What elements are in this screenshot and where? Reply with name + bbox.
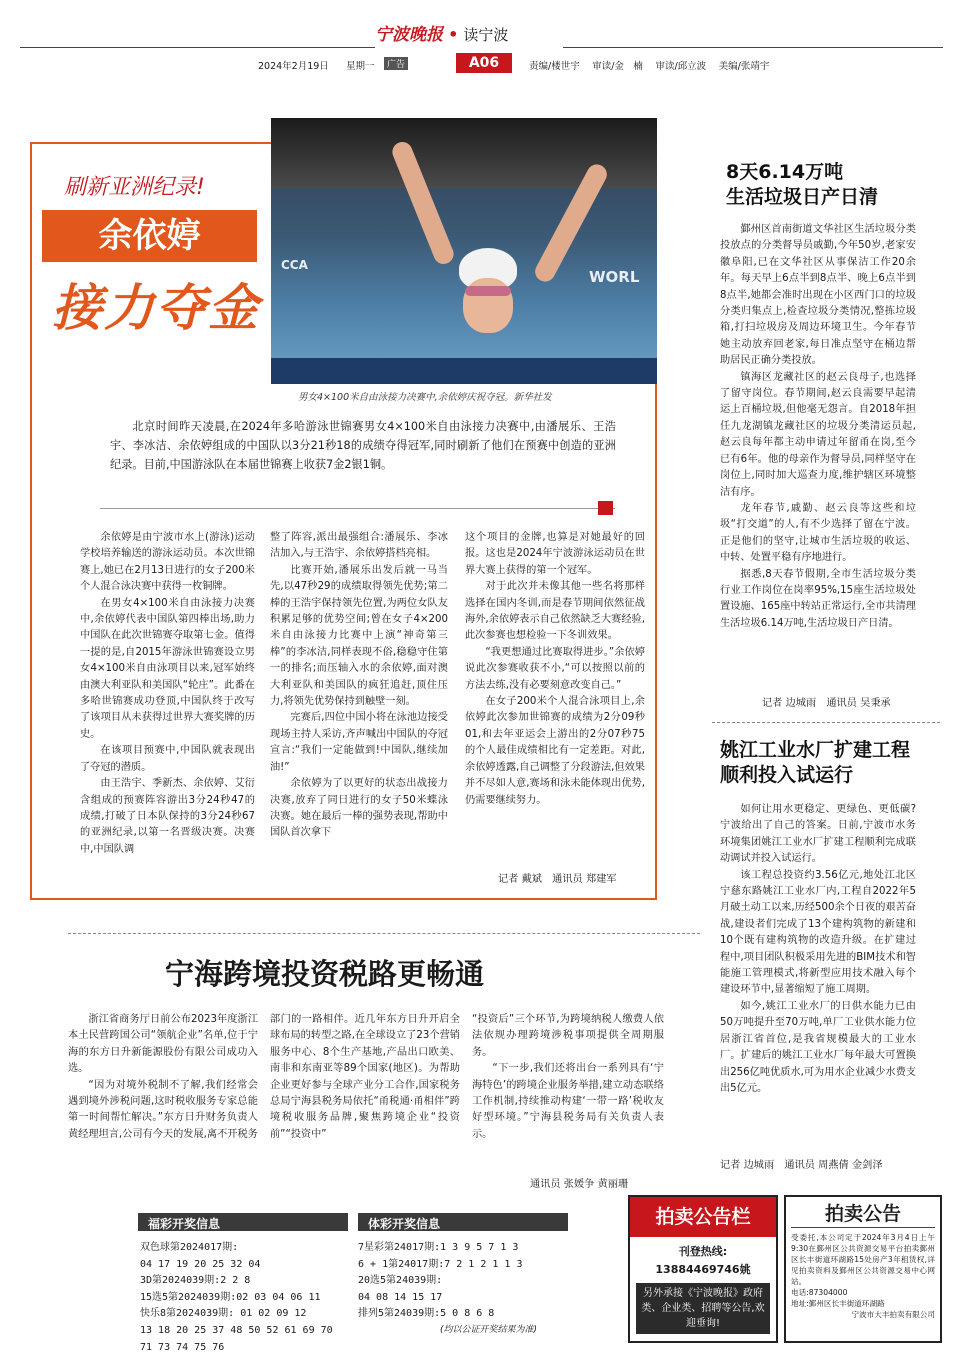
col1-para: 余依婷是由宁波市水上(游泳)运动学校培养输送的游泳运动员。本次世锦赛上,她已在2月13日进行的女子200米个人混合泳决赛中获得一枚铜牌。 — [80, 532, 255, 593]
photo-caption: 男女4×100米自由泳接力决赛中,余依婷庆祝夺冠。新华社发 — [298, 392, 552, 403]
lottery-sports-results — [358, 1240, 608, 1323]
side1-headline — [726, 160, 936, 210]
story-column-3 — [465, 530, 645, 809]
auction-ad-extra-box — [636, 1283, 770, 1334]
story-photo — [271, 118, 657, 384]
col3-para: 这个项目的金牌,也算是对她最好的回报。这也是2024年宁波游泳运动员在世界大赛上获得的第一个冠军。 — [465, 532, 645, 576]
tax-byline: 通讯员 张媛争 黄丽珊 — [530, 1179, 629, 1190]
side2-para: 如今,姚江工业水厂的日供水能力已由50万吨提升至70万吨,单厂工业供水能力位居浙江省首位,是我省规模最大的工业水厂。扩建后的姚江工业水厂每年最大可置换出256亿吨优质水,可为用水企业减少水费支出5亿元。 — [720, 1000, 916, 1094]
tax-column-3 — [472, 1012, 664, 1143]
lottery-line: 13 18 20 25 37 48 50 52 61 69 70 — [140, 1324, 333, 1336]
newspaper-logo: 宁波晚报 — [375, 25, 443, 45]
col2-para: 比赛开始,潘展乐出发后就一马当先,以47秒29的成绩取得领先优势;第二棒的王浩宇保持领先位置,为两位女队友积累足够的优势空间;曾在女子4×200米自由泳接力比赛中上演“神奇第三棒”的李冰洁,同样表现不俗,稳稳守住第一的排名;而压轴入水的余依婷,面对澳大利亚队和美国队的疯狂追赶,顶住压力,将领先优势保持到触壁一刻。 — [270, 564, 448, 708]
side1-para: 据悉,8天春节假期,全市生活垃圾分类行业工作岗位在岗率95%,15座生活垃圾处置设施、165座中转站正常运行,全市共清理生活垃圾6.14万吨,生活垃圾日产日清。 — [720, 568, 916, 629]
page-number-badge — [456, 53, 512, 73]
col1-para: 在该项目预赛中,中国队就表现出了夺冠的潜质。 — [80, 745, 255, 773]
auction-ad-box — [628, 1195, 778, 1343]
tax-headline: 宁海跨境投资税路更畅通 — [165, 957, 485, 991]
auction-notice-address: 地址:鄞州区长丰街道环湖路 — [791, 1299, 885, 1308]
col2-para: 整了阵容,派出最强组合:潘展乐、李冰洁加入,与王浩宇、余依婷搭档亮相。 — [270, 532, 448, 560]
col3-para: 对于此次并未像其他一些名将那样选择在国内冬训,而是春节期间依然征战海外,余依婷表示自己依然缺乏大赛经验,此次参赛也想检验一下冬训效果。 — [465, 581, 645, 642]
auction-ad-extra: 另外承接《宁波晚报》政府类、企业类、招聘等公告,欢迎垂询! — [641, 1288, 765, 1329]
lottery-welfare-results — [140, 1240, 360, 1356]
auction-notice-phone: 电话:87304000 — [791, 1288, 848, 1297]
lottery-note: (均以公证开奖结果为准) — [440, 1325, 538, 1335]
side2-title-1: 姚江工业水厂扩建工程 — [720, 739, 911, 761]
main-byline: 记者 戴斌 通讯员 郑建军 — [498, 874, 617, 885]
tax-column-2 — [270, 1012, 460, 1143]
auction-ad-hotline-label: 刊登热线: — [678, 1245, 728, 1258]
side1-para: 龙年春节,戚勤、赵云良等这些和垃圾“打交道”的人,有不少选择了留在宁波。正是他们的坚守,让城市生活垃圾的收运、中转、处置平稳有序地进行。 — [720, 502, 916, 564]
lottery-welfare-header — [138, 1213, 348, 1231]
lottery-line: 15选5第2024039期:02 03 04 06 11 — [140, 1291, 321, 1303]
side2-byline: 记者 边城雨 通讯员 周燕倩 金剑泽 — [720, 1160, 883, 1171]
lottery-line: 排列5第24039期:5 0 8 6 8 — [358, 1308, 495, 1320]
lottery-line: 04 17 19 20 25 32 04 — [140, 1258, 261, 1270]
col3-para: “我更想通过比赛取得进步。”余依婷说此次参赛收获不小,“可以按照以前的方法去练,没有必要刻意改变自己。” — [465, 646, 645, 691]
side1-para: 鄞州区首南街道文华社区生活垃圾分类投放点的分类督导员戚勤,今年50岁,老家安徽阜阳,已在文华社区从事保洁工作20余年。每天早上6点半到8点半、晚上6点半到8点半,她都会准时出现在小区西门口的垃圾分类归集点上,检查垃圾分类情况,整拣垃圾箱,打扫垃圾房及周边环境卫生。今年春节她主动放弃回老家,每日准点坚守在桶边帮助居民正确分类投放。 — [720, 224, 916, 367]
header-divider-right — [563, 47, 943, 48]
side1-title-2: 生活垃圾日产日清 — [726, 186, 879, 208]
side2-headline — [720, 738, 940, 788]
ad-tag: 广告 — [384, 57, 408, 70]
masthead-bullet: • — [448, 25, 459, 44]
auction-notice-box — [784, 1195, 942, 1343]
lottery-line: 3D第2024039期:2 2 8 — [140, 1275, 251, 1287]
masthead-title-group — [375, 20, 565, 48]
header-divider-left — [20, 47, 375, 48]
lead-paragraph — [110, 417, 616, 475]
tax-column-1 — [68, 1012, 258, 1143]
auction-notice-company: 宁波市大丰拍卖有限公司 — [851, 1310, 935, 1319]
page-number: A06 — [468, 55, 500, 71]
side1-para: 镇海区龙藏社区的赵云良母子,也选择了留守岗位。春节期间,赵云良需要早起清运上百桶垃圾,但他毫无怨言。自2018年担任九龙湖镇龙藏社区的垃圾分类清运员起,赵云良每年都主动申请过年留甬在岗,至今已有6年。他的母亲作为督导员,同样坚守在岗位上,同时加大巡查力度,维护辖区环境整洁有序。 — [720, 371, 916, 498]
lottery-welfare-title: 福彩开奖信息 — [148, 1217, 221, 1231]
auction-ad-title: 拍卖公告栏 — [655, 1206, 751, 1228]
kicker-text: 刷新亚洲纪录! — [64, 175, 205, 200]
tax-col1-para: 浙江省商务厅日前公布2023年度浙江本土民营跨国公司“领航企业”名单,位于宁海的东方日升新能源股份有限公司成功入选。 — [68, 1014, 258, 1075]
tax-col3-para: “下一步,我们还将出台一系列具有‘宁海特色’的跨境企业服务举措,建立动态联络工作机制,持续推动构建‘一带一路’税收友好型环境。”宁海县税务局有关负责人表示。 — [472, 1063, 664, 1140]
goggles — [465, 286, 511, 296]
auction-ad-title-bar — [630, 1197, 776, 1237]
story-column-2 — [270, 530, 448, 842]
col2-para: 完赛后,四位中国小将在泳池边接受现场主持人采访,齐声喊出中国队的夺冠宣言:“我们一定能做到!中国队,继续加油!” — [270, 712, 448, 773]
col1-para: 由王浩宇、季新杰、余依婷、艾衍含组成的预赛阵容游出3分24秒47的成绩,打破了日本队保持的3分24秒67的亚洲纪录,以第一名晋级决赛。决赛中,中国队调 — [80, 778, 255, 855]
auction-ad-hotline: 13884469746姚 — [655, 1263, 751, 1276]
lottery-line: 04 08 14 15 17 — [358, 1291, 443, 1303]
lottery-line: 71 73 74 75 76 — [140, 1341, 225, 1353]
tax-col2-para: 部门的一路相伴。近几年东方日升开启全球布局的转型之路,在全球设立了23个营销服务中心、8个生产基地,产品出口欧美、南非和东南亚等89个国家(地区)。为帮助企业更好参与全球产业分工合作,国家税务总局宁海县税务局依托“甬税通·甬相伴”跨境税收服务品牌,聚焦跨境企业“投资前”“投资中” — [270, 1014, 460, 1140]
lottery-line: 6 + 1第24017期:7 2 1 2 1 1 3 — [358, 1258, 523, 1270]
auction-notice-body: 受委托,本公司定于2024年3月4日上午9:30在鄞州区公共资源交易平台拍卖鄞州区长丰街道环湖路15处房产3年租赁权,详见拍卖资料及鄞州区公共资源交易中心网站。 — [791, 1233, 935, 1286]
tax-col1-para: “因为对境外税制不了解,我们经常会遇到境外涉税问题,这时税收服务专家总能第一时间帮忙解决。”东方日升财务负责人黄经理坦言,公司有今天的发展,离不开税务 — [68, 1079, 258, 1140]
story-column-1 — [80, 530, 255, 858]
col3-para: 在女子200米个人混合泳项目上,余依婷此次参加世锦赛的成绩为2分09秒01,和去年亚运会上游出的2分07秒75的个人最佳成绩相比有一定差距。对此,余依婷透露,自己调整了分段游法,但效果并不尽如人意,赛场和泳未能体现出优势,仍需要继续努力。 — [465, 696, 645, 806]
tax-col3-para: “投资后”三个环节,为跨境纳税人缴费人依法依规办理跨境涉税事项提供全周期服务。 — [472, 1014, 664, 1058]
side2-body — [720, 802, 916, 1097]
side2-para: 该工程总投资约3.56亿元,地处江北区宁慈东路姚江工业水厂内,工程自2022年5月破土动工以来,历经500余个日夜的艰苦奋战,建设者们完成了13个建构筑物的新建和10个既有建构筑物的改造升级。在扩建过程中,项目团队积极采用先进的BIM技术和智能施工管理模式,将新型应用技术融入每个建设环节中,显著缩短了施工周期。 — [720, 869, 916, 996]
lottery-line: 双色球第2024017期: — [140, 1242, 239, 1253]
issue-weekday: 星期一 — [346, 61, 375, 72]
lottery-line: 7星彩第24017期:1 3 9 5 7 1 3 — [358, 1242, 519, 1253]
sponsor-label-1: CCA — [281, 258, 308, 272]
side1-body — [720, 222, 916, 632]
swimmer-figure — [441, 248, 531, 358]
side1-byline: 记者 边城雨 通讯员 吴秉承 — [762, 698, 891, 709]
side2-para: 如何让用水更稳定、更绿色、更低碳?宁波给出了自己的答案。日前,宁波市水务环境集团姚江工业水厂扩建工程顺利完成联动调试并投入试运行。 — [720, 804, 916, 865]
issue-date: 2024年2月19日 — [258, 61, 329, 72]
sponsor-banner — [271, 358, 657, 384]
side-divider — [712, 722, 940, 723]
lottery-line: 20选5第24039期: — [358, 1275, 443, 1287]
col2-para: 余依婷为了以更好的状态出战接力决赛,放弃了同日进行的女子50米蝶泳决赛。她在最后一棒的强势表现,帮助中国队首次拿下 — [270, 778, 448, 839]
side1-title-1: 8天6.14万吨 — [726, 161, 844, 183]
editor-credits: 责编/楼世宇 审读/金 楠 审读/邱立波 美编/张靖宇 — [529, 61, 770, 72]
lottery-line: 快乐8第2024039期: 01 02 09 12 — [140, 1308, 307, 1320]
headline-action: 接力夺金 — [52, 279, 260, 337]
auction-notice-title: 拍卖公告 — [791, 1201, 935, 1228]
headline-name — [42, 210, 257, 262]
lead-divider-marker — [598, 501, 613, 515]
sponsor-label-2: WORL — [589, 268, 640, 286]
section-name: 读宁波 — [463, 26, 509, 44]
lottery-sports-title: 体彩开奖信息 — [368, 1217, 441, 1231]
lead-text: 北京时间昨天凌晨,在2024年多哈游泳世锦赛男女4×100米自由泳接力决赛中,由潘展乐、王浩宇、李冰洁、余依婷组成的中国队以3分21秒18的成绩夺得冠军,同时刷新了他们在预赛中创造的亚洲纪录。目前,中国游泳队在本届世锦赛上收获7金2银1铜。 — [110, 420, 616, 472]
headline-name-text: 余依婷 — [98, 216, 201, 256]
masthead — [0, 0, 956, 78]
lead-divider — [100, 508, 615, 509]
lottery-sports-header — [358, 1213, 568, 1231]
tax-divider — [68, 933, 700, 934]
side2-title-2: 顺利投入试运行 — [720, 764, 854, 786]
col1-para: 在男女4×100米自由泳接力决赛中,余依婷代表中国队第四棒出场,助力中国队在此次世锦赛夺取第七金。值得一提的是,自2015年游泳世锦赛设立男女4×100米自由泳项目以来,冠军始终由澳大利亚队和美国队“轮庄”。此番在多哈世锦赛成功登顶,中国队终于改写了该项目从未获得过世界大赛奖牌的历史。 — [80, 597, 255, 740]
